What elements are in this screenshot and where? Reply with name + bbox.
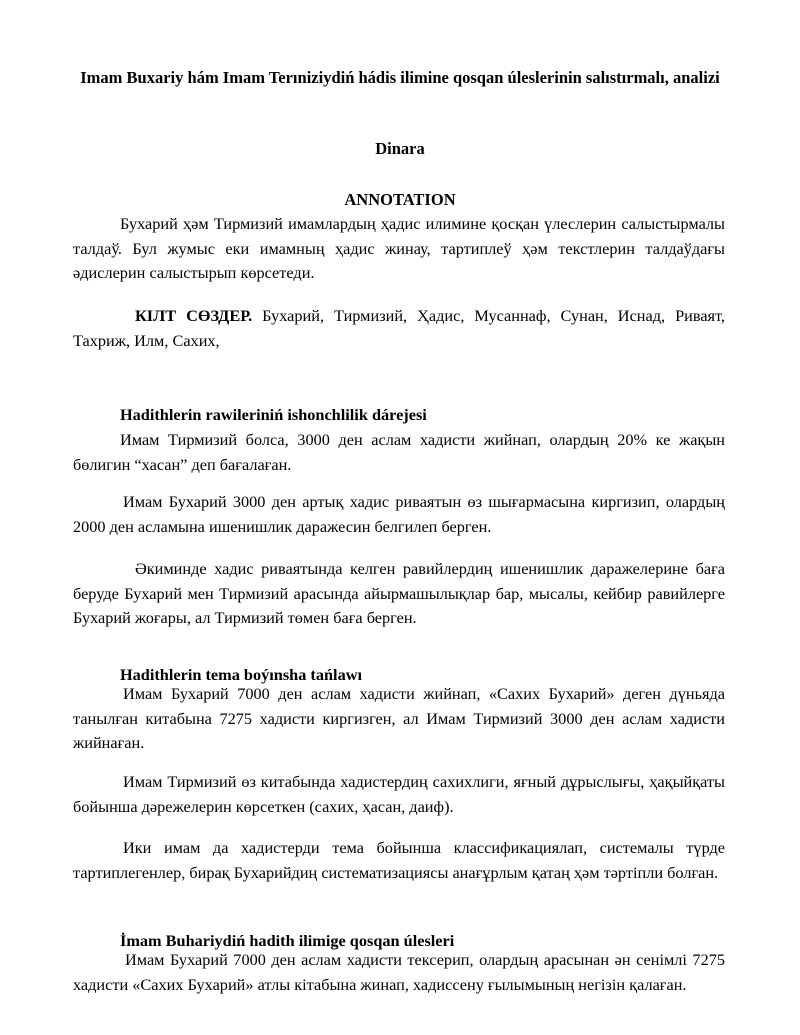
body-paragraph: Әкиминде хадис риваятында келген равийлердиң ишенишлик даражелерине баға беруде Бухарий мен Тирмизий арасында айырмашылықлар бар, мысалы, кейбир равийлерге Бухарий жоғары, ал Тирмизий төмен баға берген. — [73, 559, 725, 627]
body-paragraph: Имам Бухарий 7000 ден аслам хадисти тексерип, олардың арасынан ән сенімлі 7275 хадисти «Сахих Бухарий» атлы кітабына жинап, хадиссену ғылымының негізін қалаған. — [73, 950, 725, 994]
body-paragraph: Ики имам да хадистерди тема бойынша классификациялап, системалы түрде тартиплегенлер, бирақ Бухарийдиң систематизациясы анағұрлым қатаң ҳәм тәртіпли болған. — [73, 838, 725, 882]
section-heading-reliability: Hadithlerin rawileriniń ishonchlilik dárejesi — [120, 405, 427, 424]
annotation-heading: ANNOTATION — [344, 190, 456, 209]
author-name: Dinara — [375, 139, 425, 158]
body-paragraph: Имам Тирмизий өз китабында хадистердиң сахихлиги, яғный дұрыслығы, ҳақыйқаты бойынша дәрежелерин көрсеткен (сахих, ҳасан, даиф). — [73, 772, 725, 816]
keywords-text: Бухарий, Тирмизий, Ҳадис, Мусаннаф, Сунан, Иснад, Риваят, Тахриж, Илм, Сахих, — [73, 306, 725, 350]
body-paragraph: Имам Бухарий 7000 ден аслам хадисти жийнап, «Сахих Бухарий» деген дүньяда танылған китабына 7275 хадисти киргизген, ал Имам Тирмизий 3000 ден аслам хадисти жийнаған. — [73, 684, 725, 752]
annotation-paragraph: Бухарий ҳәм Тирмизий имамлардың ҳадис илимине қосқан үлеслерин салыстырмалы талдаў. Бул жумыс еки имамның ҳадис жинау, тартиплеў ҳәм текстлерин талдаўдағы әдислерин салыстырып көрсетеди. — [73, 214, 725, 282]
keywords-label: КІЛТ СӨЗДЕР. — [135, 306, 253, 325]
section-heading-topic: Hadithlerin tema boýınsha tańlawı — [120, 665, 362, 684]
body-paragraph: Имам Бухарий 3000 ден артық хадис риваятын өз шығармасына киргизип, олардың 2000 ден асламына ишенишлик даражесин белгилеп берген. — [73, 492, 725, 536]
section-heading-contribution: İmam Buhariydiń hadith ilimige qosqan úlesleri — [120, 931, 455, 950]
keywords-paragraph — [73, 304, 725, 353]
document-title: Imam Buxariy hám Imam Terıniziydiń hádis ilimine qosqan úleslerinin salıstırmalı, analizi — [80, 68, 720, 87]
body-paragraph: Имам Тирмизий болса, 3000 ден аслам хадисти жийнап, олардың 20% ке жақын бөлигин “хасан” деп бағалаған. — [73, 430, 725, 474]
